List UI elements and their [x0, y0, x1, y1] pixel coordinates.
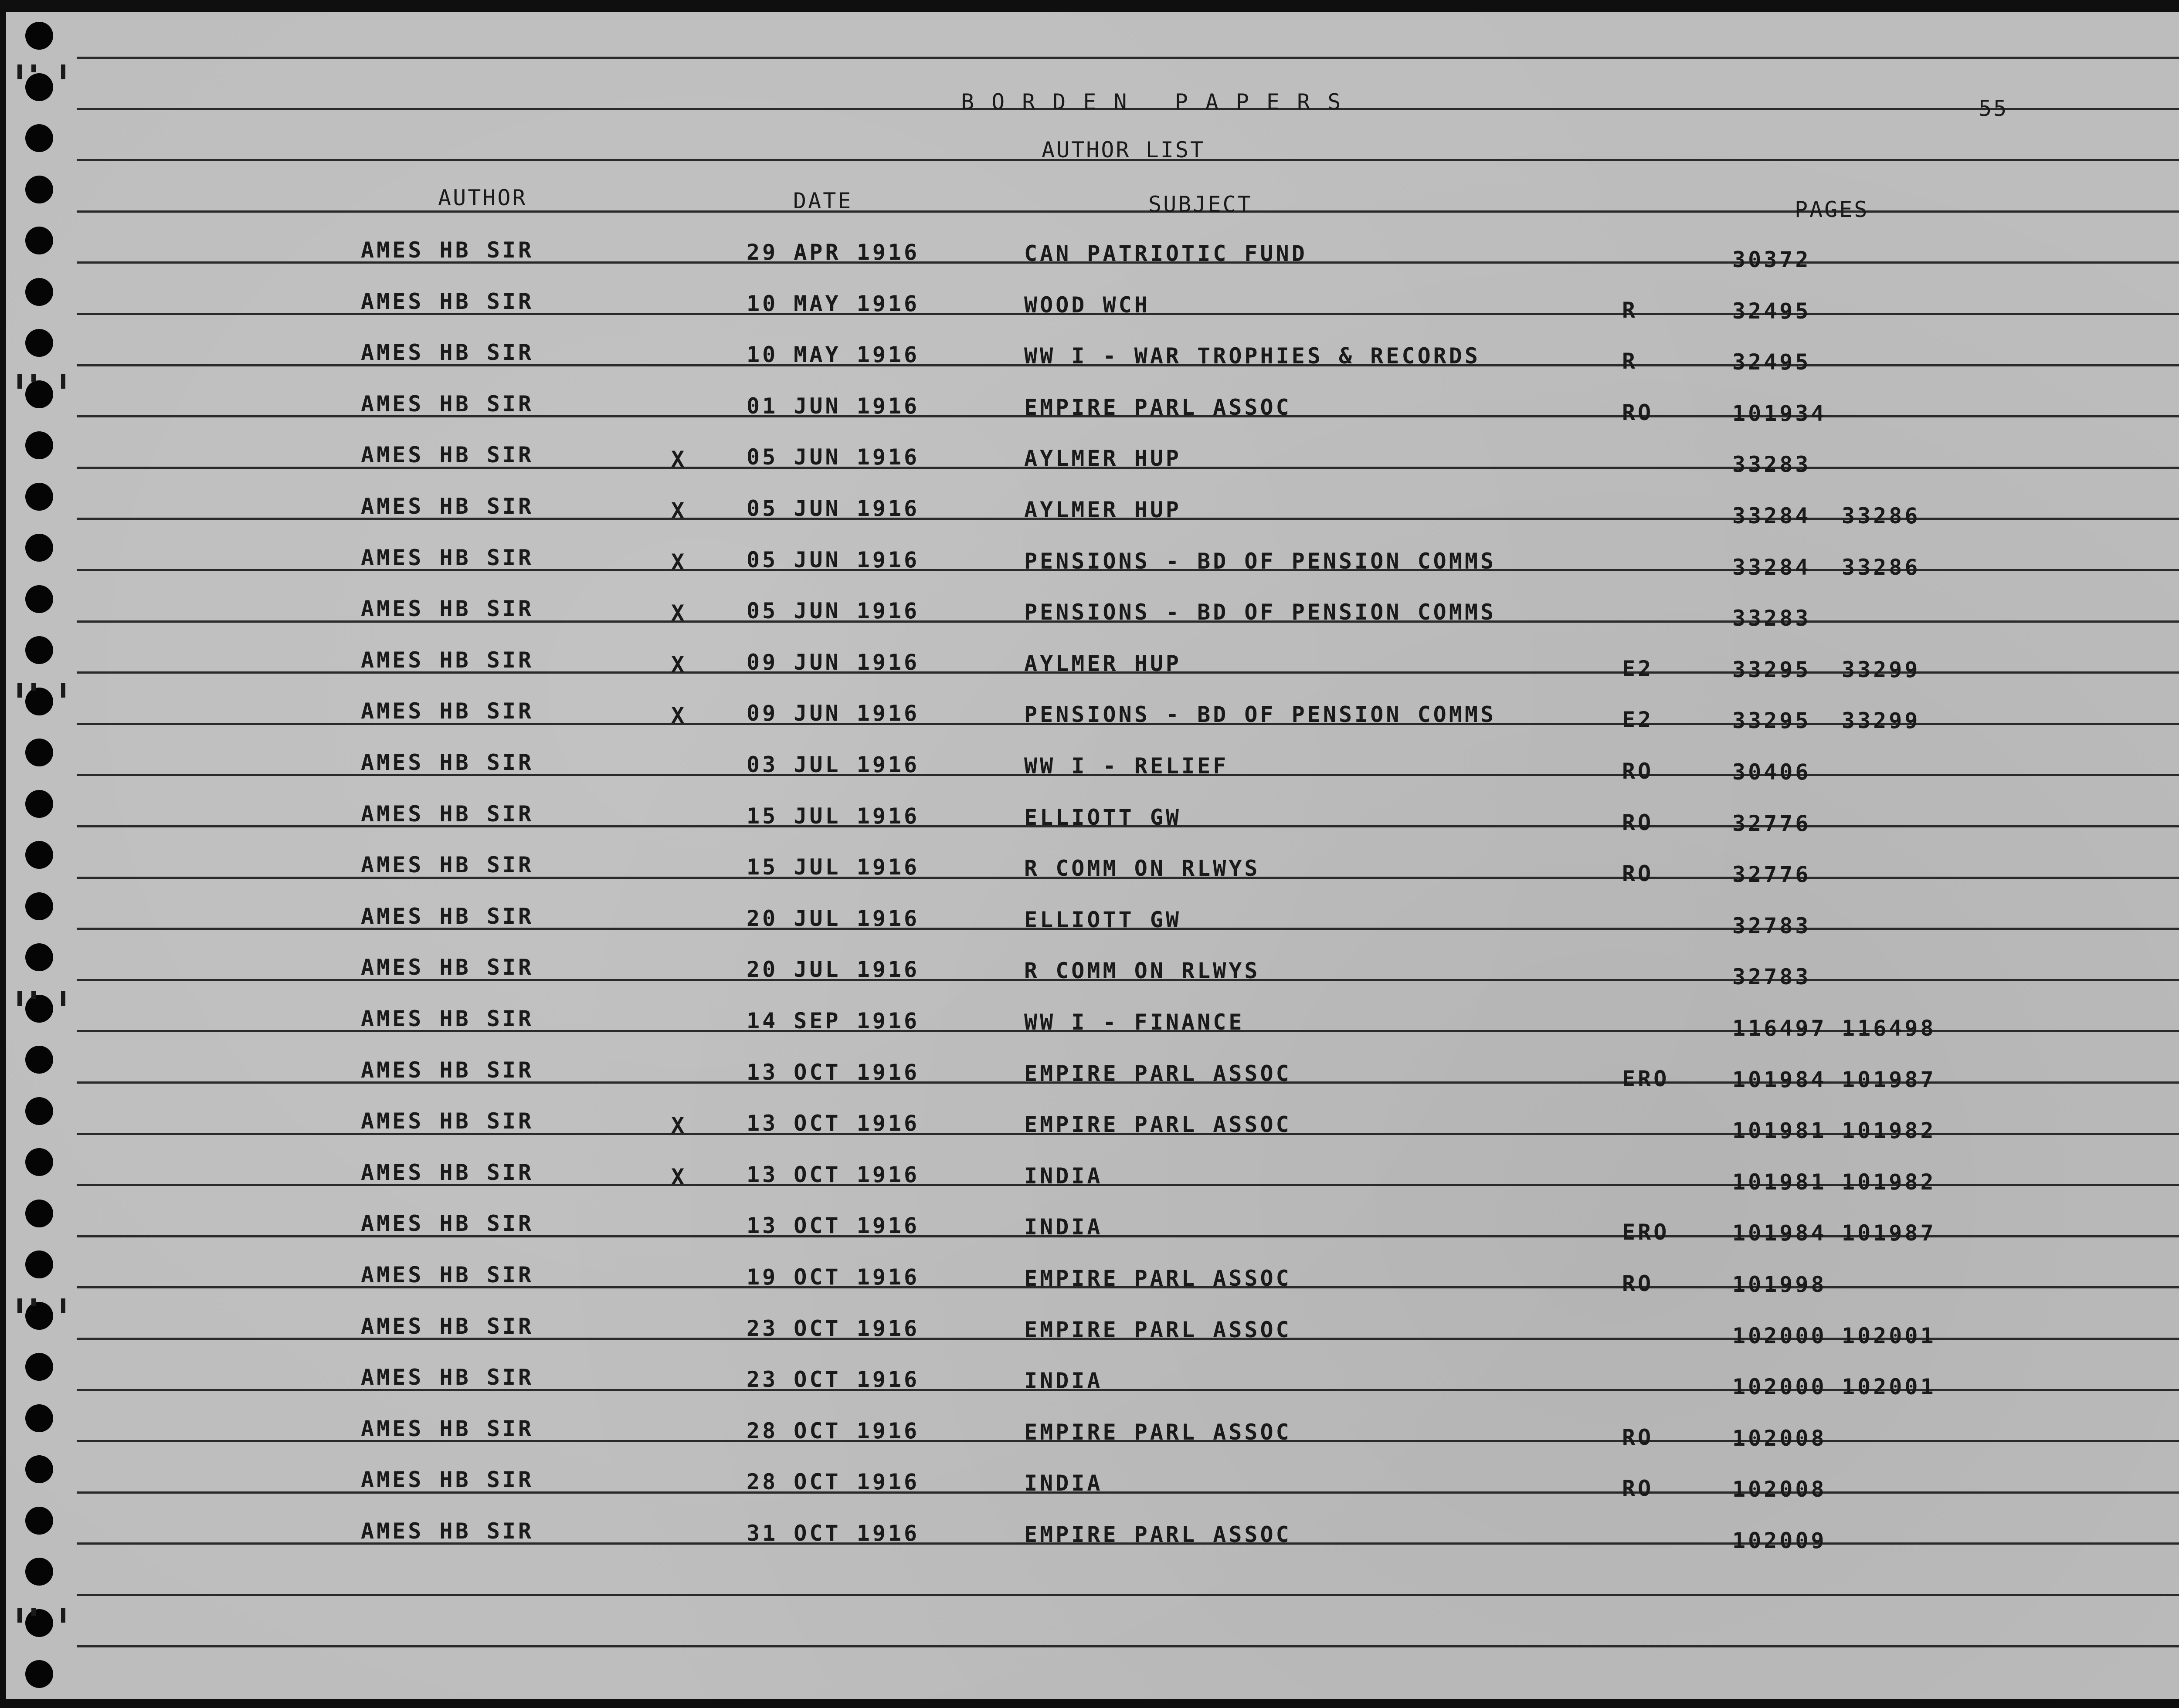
cell-code: RO — [1622, 861, 1654, 886]
cell-author: AMES HB SIR — [361, 494, 534, 519]
cell-page1: 102000 — [1732, 1374, 1827, 1400]
cell-flag: X — [671, 703, 687, 728]
cell-subject: INDIA — [1024, 1471, 1103, 1496]
perforation-mark — [31, 1608, 36, 1616]
cell-page1: 32783 — [1732, 964, 1811, 990]
document-title: BORDEN PAPERS — [961, 89, 1358, 115]
ruled-line — [77, 57, 2179, 59]
table-row — [0, 904, 2179, 939]
perforation-mark — [17, 991, 22, 1006]
cell-date: 28 OCT 1916 — [747, 1418, 920, 1444]
cell-date: 14 SEP 1916 — [747, 1008, 920, 1034]
perforation-mark — [61, 1608, 65, 1623]
cell-page2: 33286 — [1842, 555, 1921, 580]
table-row — [0, 1160, 2179, 1195]
perforation-mark — [17, 1298, 22, 1313]
cell-code: R — [1622, 349, 1638, 374]
cell-page1: 102000 — [1732, 1323, 1827, 1349]
cell-date: 19 OCT 1916 — [747, 1264, 920, 1290]
cell-date: 09 JUN 1916 — [747, 650, 920, 675]
cell-author: AMES HB SIR — [361, 1467, 534, 1492]
cell-author: AMES HB SIR — [361, 852, 534, 878]
table-row — [0, 289, 2179, 324]
cell-page2: 33299 — [1842, 708, 1921, 733]
table-row — [0, 1057, 2179, 1092]
cell-page2: 101982 — [1842, 1169, 1936, 1195]
ruled-line — [77, 1645, 2179, 1647]
cell-date: 10 MAY 1916 — [747, 291, 920, 316]
cell-author: AMES HB SIR — [361, 237, 534, 263]
cell-date: 29 APR 1916 — [747, 240, 920, 265]
table-row — [0, 1211, 2179, 1246]
cell-subject: R COMM ON RLWYS — [1024, 856, 1260, 881]
table-row — [0, 545, 2179, 580]
cell-subject: PENSIONS - BD OF PENSION COMMS — [1024, 702, 1497, 727]
cell-date: 01 JUN 1916 — [747, 393, 920, 419]
table-row — [0, 852, 2179, 887]
cell-date: 20 JUL 1916 — [747, 957, 920, 982]
cell-page1: 32776 — [1732, 811, 1811, 836]
cell-subject: ELLIOTT GW — [1024, 805, 1182, 830]
table-row — [0, 1262, 2179, 1297]
table-row — [0, 340, 2179, 375]
cell-author: AMES HB SIR — [361, 1518, 534, 1544]
feed-hole — [25, 22, 53, 50]
cell-page1: 101981 — [1732, 1169, 1827, 1195]
cell-page1: 32776 — [1732, 862, 1811, 887]
cell-author: AMES HB SIR — [361, 442, 534, 468]
cell-subject: PENSIONS - BD OF PENSION COMMS — [1024, 600, 1497, 625]
cell-subject: INDIA — [1024, 1163, 1103, 1189]
table-row — [0, 391, 2179, 426]
cell-author: AMES HB SIR — [361, 1314, 534, 1339]
cell-date: 31 OCT 1916 — [747, 1521, 920, 1546]
cell-page1: 101934 — [1732, 401, 1827, 426]
cell-code: E2 — [1622, 656, 1654, 681]
cell-author: AMES HB SIR — [361, 1160, 534, 1185]
cell-code: E2 — [1622, 707, 1654, 732]
cell-page1: 102008 — [1732, 1477, 1827, 1502]
cell-subject: R COMM ON RLWYS — [1024, 958, 1260, 983]
cell-code: RO — [1622, 1476, 1654, 1501]
cell-date: 03 JUL 1916 — [747, 752, 920, 777]
perforation-mark — [31, 991, 36, 999]
cell-flag: X — [671, 549, 687, 575]
cell-date: 05 JUN 1916 — [747, 444, 920, 470]
table-row — [0, 698, 2179, 733]
table-row — [0, 596, 2179, 631]
cell-date: 13 OCT 1916 — [747, 1111, 920, 1136]
table-row — [0, 1518, 2179, 1553]
cell-page2: 33286 — [1842, 503, 1921, 529]
table-row — [0, 494, 2179, 529]
table-row — [0, 237, 2179, 272]
cell-author: AMES HB SIR — [361, 340, 534, 365]
cell-subject: EMPIRE PARL ASSOC — [1024, 1522, 1292, 1547]
cell-page1: 33295 — [1732, 708, 1811, 733]
cell-date: 15 JUL 1916 — [747, 854, 920, 880]
cell-flag: X — [671, 498, 687, 523]
cell-subject: EMPIRE PARL ASSOC — [1024, 1061, 1292, 1086]
cell-subject: AYLMER HUP — [1024, 446, 1182, 471]
cell-page1: 101998 — [1732, 1272, 1827, 1297]
cell-author: AMES HB SIR — [361, 904, 534, 929]
cell-page2: 101987 — [1842, 1220, 1936, 1246]
cell-flag: X — [671, 652, 687, 677]
cell-author: AMES HB SIR — [361, 801, 534, 827]
cell-page2: 101982 — [1842, 1118, 1936, 1143]
cell-author: AMES HB SIR — [361, 1057, 534, 1083]
table-row — [0, 1314, 2179, 1349]
cell-author: AMES HB SIR — [361, 545, 534, 570]
cell-page1: 33284 — [1732, 503, 1811, 529]
cell-code: RO — [1622, 400, 1654, 425]
perforation-mark — [17, 64, 22, 79]
cell-page2: 102001 — [1842, 1374, 1936, 1400]
cell-code: RO — [1622, 1425, 1654, 1450]
cell-subject: WW I - FINANCE — [1024, 1010, 1245, 1035]
cell-page1: 33284 — [1732, 555, 1811, 580]
cell-page1: 101984 — [1732, 1067, 1827, 1092]
cell-page1: 33295 — [1732, 657, 1811, 682]
cell-code: ERO — [1622, 1220, 1670, 1245]
feed-hole — [25, 1609, 53, 1637]
cell-date: 20 JUL 1916 — [747, 906, 920, 931]
cell-page2: 102001 — [1842, 1323, 1936, 1349]
cell-date: 28 OCT 1916 — [747, 1469, 920, 1494]
cell-page1: 30406 — [1732, 759, 1811, 785]
cell-date: 05 JUN 1916 — [747, 547, 920, 573]
cell-page1: 102009 — [1732, 1528, 1827, 1553]
column-header-author: AUTHOR — [438, 185, 527, 210]
perforation-mark — [31, 374, 36, 382]
cell-flag: X — [671, 600, 687, 626]
cell-subject: EMPIRE PARL ASSOC — [1024, 1112, 1292, 1137]
feed-hole — [25, 73, 53, 101]
perforation-mark — [61, 991, 65, 1006]
column-header-pages: PAGES — [1795, 197, 1869, 222]
cell-date: 09 JUN 1916 — [747, 701, 920, 726]
column-header-subject: SUBJECT — [1148, 192, 1252, 217]
cell-page1: 32783 — [1732, 913, 1811, 939]
cell-date: 23 OCT 1916 — [747, 1367, 920, 1392]
table-row — [0, 955, 2179, 990]
feed-hole — [25, 124, 53, 152]
cell-flag: X — [671, 1113, 687, 1138]
feed-hole — [25, 176, 53, 203]
cell-page1: 101984 — [1732, 1220, 1827, 1246]
cell-date: 05 JUN 1916 — [747, 598, 920, 624]
cell-page2: 33299 — [1842, 657, 1921, 682]
cell-subject: EMPIRE PARL ASSOC — [1024, 1266, 1292, 1291]
cell-date: 13 OCT 1916 — [747, 1213, 920, 1238]
cell-author: AMES HB SIR — [361, 698, 534, 724]
cell-date: 13 OCT 1916 — [747, 1060, 920, 1085]
page-number: 55 — [1979, 96, 2009, 121]
cell-page1: 33283 — [1732, 452, 1811, 477]
cell-page1: 116497 — [1732, 1016, 1827, 1041]
cell-subject: INDIA — [1024, 1214, 1103, 1240]
cell-date: 23 OCT 1916 — [747, 1316, 920, 1341]
cell-page1: 32495 — [1732, 298, 1811, 324]
cell-page1: 32495 — [1732, 349, 1811, 375]
table-row — [0, 801, 2179, 836]
perforation-mark — [17, 374, 22, 389]
table-row — [0, 750, 2179, 785]
cell-subject: WW I - RELIEF — [1024, 753, 1229, 779]
cell-date: 05 JUN 1916 — [747, 496, 920, 521]
cell-subject: CAN PATRIOTIC FUND — [1024, 241, 1307, 266]
cell-date: 15 JUL 1916 — [747, 803, 920, 829]
column-header-date: DATE — [793, 188, 853, 214]
cell-subject: EMPIRE PARL ASSOC — [1024, 1317, 1292, 1342]
cell-code: ERO — [1622, 1066, 1670, 1091]
cell-page1: 101981 — [1732, 1118, 1827, 1143]
cell-subject: AYLMER HUP — [1024, 497, 1182, 522]
cell-author: AMES HB SIR — [361, 1416, 534, 1441]
cell-author: AMES HB SIR — [361, 750, 534, 775]
cell-subject: PENSIONS - BD OF PENSION COMMS — [1024, 549, 1497, 574]
perforation-mark — [61, 64, 65, 79]
cell-code: RO — [1622, 1271, 1654, 1296]
cell-author: AMES HB SIR — [361, 647, 534, 673]
cell-code: RO — [1622, 759, 1654, 784]
cell-page2: 116498 — [1842, 1016, 1936, 1041]
perforation-mark — [31, 64, 36, 72]
cell-page1: 33283 — [1732, 606, 1811, 631]
cell-author: AMES HB SIR — [361, 1262, 534, 1288]
cell-code: R — [1622, 298, 1638, 323]
cell-author: AMES HB SIR — [361, 1108, 534, 1134]
cell-author: AMES HB SIR — [361, 955, 534, 980]
cell-subject: WW I - WAR TROPHIES & RECORDS — [1024, 343, 1480, 369]
cell-subject: EMPIRE PARL ASSOC — [1024, 395, 1292, 420]
cell-date: 10 MAY 1916 — [747, 342, 920, 367]
perforation-mark — [61, 683, 65, 698]
cell-subject: ELLIOTT GW — [1024, 907, 1182, 932]
table-row — [0, 1006, 2179, 1041]
cell-author: AMES HB SIR — [361, 391, 534, 417]
perforation-mark — [61, 374, 65, 389]
feed-hole — [25, 1558, 53, 1586]
perforation-mark — [61, 1298, 65, 1313]
table-row — [0, 647, 2179, 682]
list-title: AUTHOR LIST — [1042, 137, 1205, 163]
perforation-mark — [17, 1608, 22, 1623]
cell-page1: 30372 — [1732, 247, 1811, 272]
cell-flag: X — [671, 1164, 687, 1190]
cell-author: AMES HB SIR — [361, 289, 534, 314]
cell-author: AMES HB SIR — [361, 1211, 534, 1236]
cell-subject: INDIA — [1024, 1368, 1103, 1393]
cell-page2: 101987 — [1842, 1067, 1936, 1092]
perforation-mark — [31, 1298, 36, 1306]
ruled-line — [77, 1594, 2179, 1596]
table-row — [0, 442, 2179, 477]
cell-author: AMES HB SIR — [361, 1365, 534, 1390]
perforation-mark — [17, 683, 22, 698]
table-row — [0, 1467, 2179, 1502]
cell-page1: 102008 — [1732, 1426, 1827, 1451]
cell-code: RO — [1622, 810, 1654, 835]
cell-date: 13 OCT 1916 — [747, 1162, 920, 1187]
table-row — [0, 1416, 2179, 1451]
table-row — [0, 1365, 2179, 1400]
cell-subject: WOOD WCH — [1024, 292, 1150, 318]
cell-subject: AYLMER HUP — [1024, 651, 1182, 676]
table-row — [0, 1108, 2179, 1143]
cell-author: AMES HB SIR — [361, 1006, 534, 1031]
cell-author: AMES HB SIR — [361, 596, 534, 621]
feed-hole — [25, 1660, 53, 1688]
cell-subject: EMPIRE PARL ASSOC — [1024, 1420, 1292, 1445]
perforation-mark — [31, 683, 36, 691]
cell-flag: X — [671, 447, 687, 472]
